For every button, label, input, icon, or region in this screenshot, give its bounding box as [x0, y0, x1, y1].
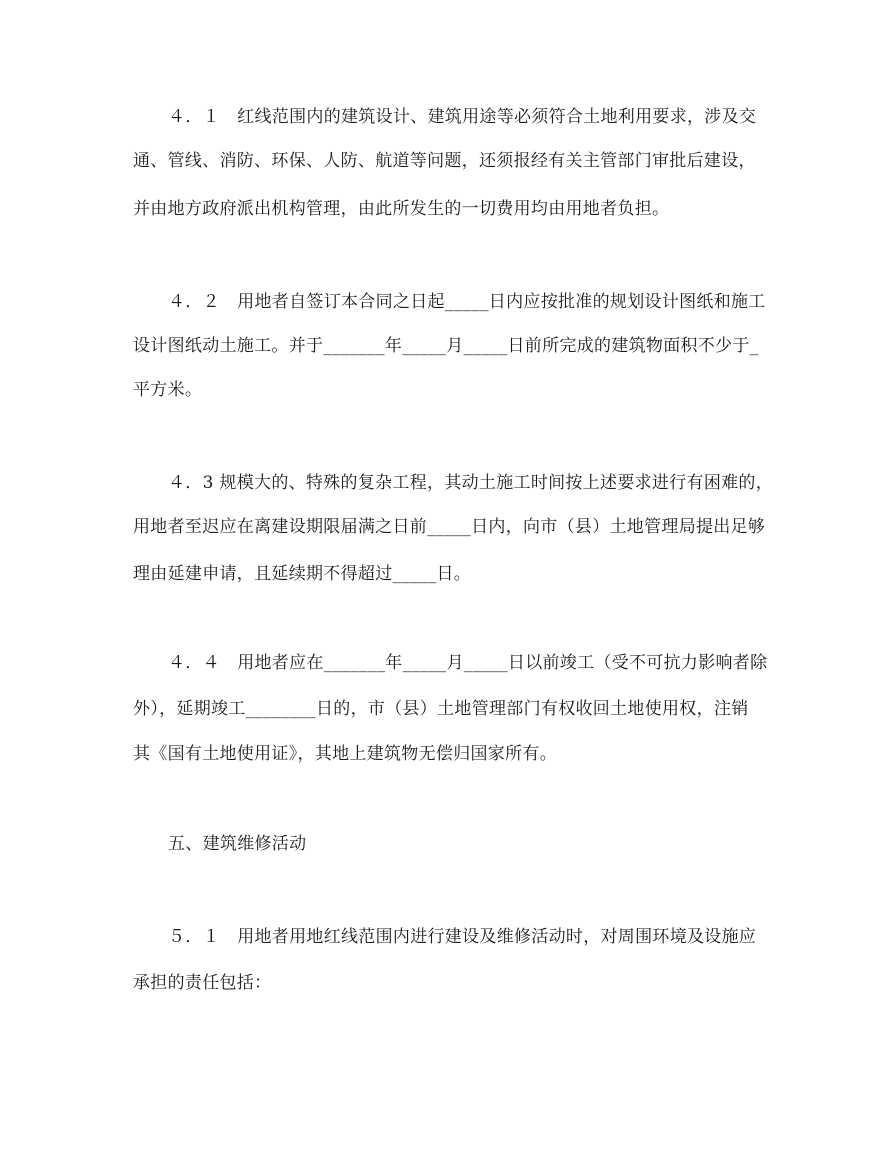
clause-4-1-line-3: 并由地方政府派出机构管理，由此所发生的一切费用均由用地者负担。: [133, 199, 670, 219]
clause-4-3-line-1: ４．3 规模大的、特殊的复杂工程，其动土施工时间按上述要求进行有困难的，: [168, 473, 774, 493]
clause-4-3-line-3: 理由延建申请，且延续期不得超过_____日。: [133, 564, 472, 584]
clause-4-3-line-2: 用地者至迟应在离建设期限届满之日前_____日内，向市（县）土地管理局提出足够: [133, 517, 766, 537]
section-5-heading: 五、建筑维修活动: [168, 834, 307, 854]
clause-5-1-line-1: ５．１ 用地者用地红线范围内进行建设及维修活动时，对周围环境及设施应: [168, 927, 757, 947]
clause-4-4-line-1: ４．４ 用地者应在_______年_____月_____日以前竣工（受不可抗力影响者除: [168, 653, 768, 673]
clause-4-1-line-2: 通、管线、消防、环保、人防、航道等问题，还须报经有关主管部门审批后建设，: [133, 151, 756, 171]
clause-4-2-line-3: 平方米。: [133, 380, 203, 400]
clause-4-2-line-1: ４．２ 用地者自签订本合同之日起_____日内应按批准的规划设计图纸和施工: [168, 292, 766, 312]
clause-4-1-line-1: ４．１ 红线范围内的建筑设计、建筑用途等必须符合土地利用要求，涉及交: [168, 107, 757, 127]
clause-4-4-line-2: 外），延期竣工________日的，市（县）土地管理部门有权收回土地使用权，注销: [133, 699, 749, 719]
clause-4-4-line-3: 其《国有土地使用证》，其地上建筑物无偿归国家所有。: [133, 744, 557, 764]
clause-5-1-line-2: 承担的责任包括：: [133, 973, 272, 993]
clause-4-2-line-2: 设计图纸动土施工。并于_______年_____月_____日前所完成的建筑物面积不少于_: [133, 336, 759, 356]
